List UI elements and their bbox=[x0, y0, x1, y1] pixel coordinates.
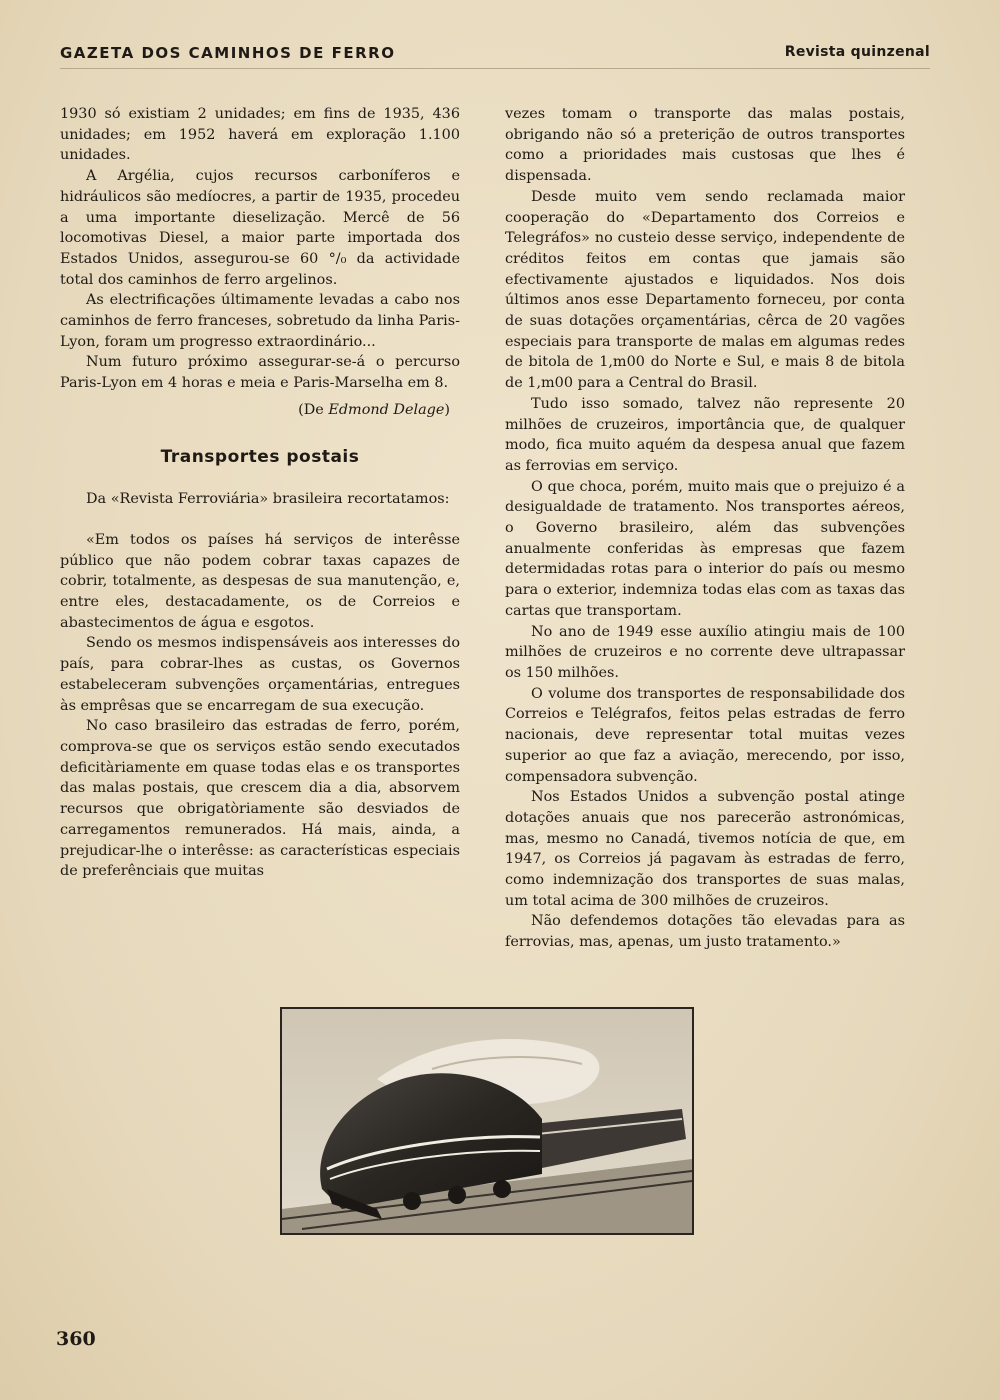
paragraph: As electrificações últimamente levadas a cabo nos caminhos de ferro franceses, sobretudo da linha Paris-Lyon, foram um progresso extraordinário... bbox=[60, 292, 460, 350]
paragraph: «Em todos os países há serviços de interêsse público que não podem cobrar taxas capazes de cobrir, totalmente, as despesas de sua manutenção, e, entre eles, destacadamente, os de Correios e abastecimentos de água e esgotos. bbox=[60, 531, 460, 631]
left-column bbox=[60, 104, 460, 882]
paragraph: Da «Revista Ferroviária» brasileira recortatamos: bbox=[86, 491, 450, 508]
paragraph: O que choca, porém, muito mais que o prejuizo é a desigualdade de tratamento. Nos transportes aéreos, o Governo brasileiro, além das subvenções anualmente conferidas às empresas que fazem determidadas rotas para o interior do país ou mesmo para o exterior, indemniza todas elas com as taxas das cartas que transportam. bbox=[505, 478, 905, 619]
paragraph: 1930 só existiam 2 unidades; em fins de 1935, 436 unidades; em 1952 haverá em exploração 1.100 unidades. bbox=[60, 106, 460, 164]
credit-prefix: (De bbox=[298, 401, 329, 418]
paragraph: No ano de 1949 esse auxílio atingiu mais de 100 milhões de cruzeiros e no corrente deve ultrapassar os 150 milhões. bbox=[505, 623, 905, 681]
paragraph: Num futuro próximo assegurar-se-á o percurso Paris-Lyon em 4 horas e meia e Paris-Marselha em 8. bbox=[60, 354, 460, 392]
credit-suffix: ) bbox=[444, 401, 450, 418]
paragraph: Desde muito vem sendo reclamada maior cooperação do «Departamento dos Correios e Telegráfos» no custeio desse serviço, independente de créditos feitos em contas que jamais são efectivamente ajustados e liquidados. Nos dois últimos anos esse Departamento forneceu, por conta de suas dotações orçamentárias, cêrca de 20 vagões especiais para transporte de malas em algumas redes de bitola de 1,m00 do Norte e Sul, e mais 8 de bitola de 1,m00 para a Central do Brasil. bbox=[505, 188, 905, 392]
paragraph: Não defendemos dotações tão elevadas para as ferrovias, mas, apenas, um justo tratamento.» bbox=[505, 913, 905, 951]
publication-title: GAZETA DOS CAMINHOS DE FERRO bbox=[60, 44, 396, 62]
streamlined-locomotive-icon bbox=[282, 1009, 692, 1233]
right-column bbox=[505, 104, 905, 953]
page-number: 360 bbox=[56, 1328, 96, 1350]
credit-author: Edmond Delage bbox=[328, 401, 445, 418]
publication-subtitle: Revista quinzenal bbox=[784, 44, 930, 60]
paragraph: O volume dos transportes de responsabilidade dos Correios e Telégrafos, feitos pelas estradas de ferro nacionais, deve representar total muitas vezes superior ao que faz a aviação, merecendo, por isso, compensadora subvenção. bbox=[505, 685, 905, 785]
running-header bbox=[60, 44, 930, 69]
paragraph: vezes tomam o transporte das malas postais, obrigando não só a preterição de outros transportes como a prioridades mais custosas que lhes é dispensada. bbox=[505, 106, 905, 185]
article-credit bbox=[60, 400, 460, 421]
section-title: Transportes postais bbox=[160, 446, 360, 467]
locomotive-illustration bbox=[280, 1007, 694, 1235]
paragraph: A Argélia, cujos recursos carboníferos e hidráulicos são medíocres, a partir de 1935, procedeu a uma importante dieselização. Mercê de 56 locomotivas Diesel, a maior parte importada dos Estados Unidos, assegurou-se 60 °/₀ da actividade total dos caminhos de ferro argelinos. bbox=[60, 168, 460, 288]
paragraph: No caso brasileiro das estradas de ferro, porém, comprova-se que os serviços estão sendo executados deficitàriamente em quase todas elas e os transportes das malas postais, que crescem dia a dia, absorvem recursos que obrigatòriamente são desviados de carregamentos remunerados. Há mais, ainda, a prejudicar-lhe o interêsse: as características especiais de preferênciais que muitas bbox=[60, 718, 460, 880]
paragraph: Tudo isso somado, talvez não represente 20 milhões de cruzeiros, importância que, de qualquer modo, fica muito aquém da despesa anual que fazem as ferrovias em serviço. bbox=[505, 395, 905, 474]
paragraph: Nos Estados Unidos a subvenção postal atinge dotações anuais que nos parecerão astronómicas, mas, mesmo no Canadá, tivemos notícia de que, em 1947, os Correios já pagavam às estradas de ferro, como indemnização dos transportes de suas malas, um total acima de 300 milhões de cruzeiros. bbox=[505, 789, 905, 909]
paragraph: Sendo os mesmos indispensáveis aos interesses do país, para cobrar-lhes as custas, os Governos estabeleceram subvenções orçamentárias, entregues às emprêsas que se encarregam de sua execução. bbox=[60, 635, 460, 714]
